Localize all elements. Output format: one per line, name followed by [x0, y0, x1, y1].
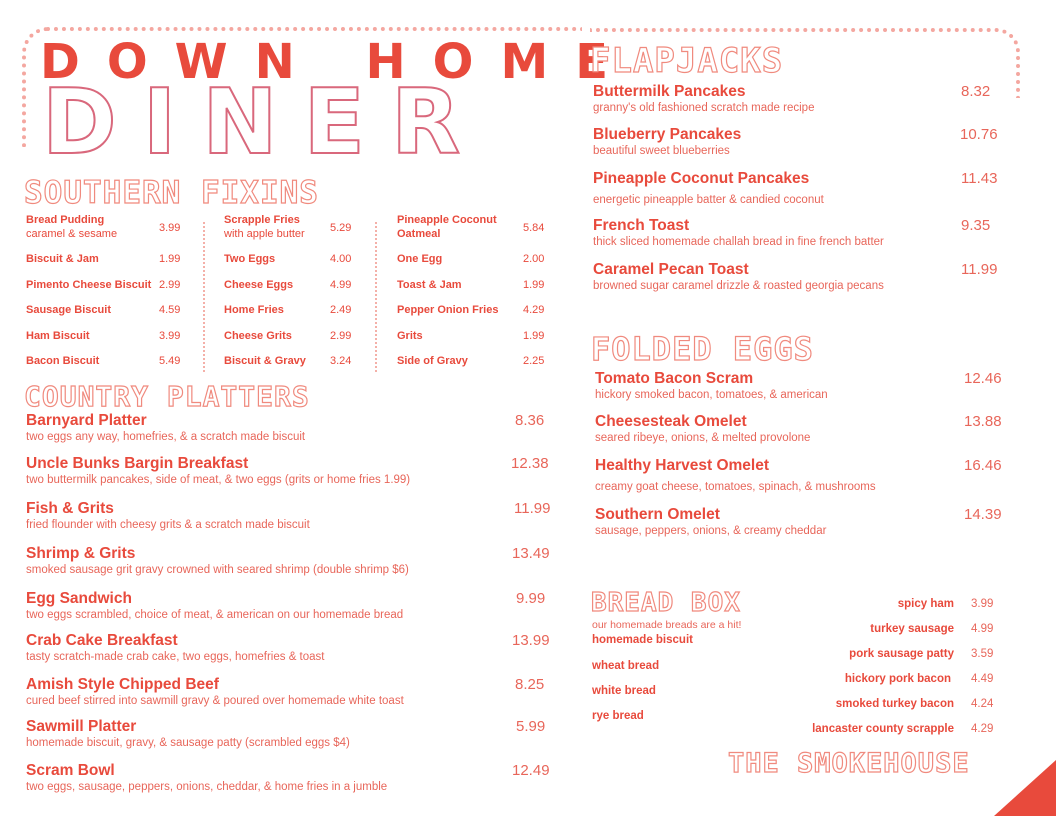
item-price: 2.25	[523, 355, 545, 367]
item-desc: granny's old fashioned scratch made recipe	[593, 102, 815, 114]
smokehouse-item-price: 4.99	[971, 623, 994, 635]
item-price: 3.99	[159, 329, 181, 342]
item-name: Bread Pudding	[26, 214, 105, 226]
menu-item	[595, 370, 828, 402]
item-name: Healthy Harvest Omelet	[595, 457, 770, 474]
smokehouse-item-name: smoked turkey bacon	[835, 698, 954, 710]
menu-item	[595, 457, 876, 494]
fixins-column-3	[397, 214, 565, 381]
item-price: 2.49	[330, 304, 352, 316]
item-price: 5.84	[523, 222, 545, 234]
item-sub: with apple butter	[224, 228, 305, 240]
item-name: Tomato Bacon Scram	[595, 370, 754, 387]
corner-triangle-decoration	[994, 760, 1056, 816]
item-name: Fish & Grits	[26, 500, 114, 517]
item-desc: two eggs scrambled, choice of meat, & american on our homemade bread	[26, 609, 404, 621]
item-name: Scram Bowl	[26, 762, 115, 779]
item-price: 11.43	[961, 170, 998, 187]
item-price: 5.99	[516, 718, 546, 735]
menu-item	[593, 217, 884, 249]
item-name: One Egg	[397, 253, 443, 265]
smokehouse-item-price: 3.99	[971, 598, 994, 610]
smokehouse-item-name: spicy ham	[897, 598, 954, 610]
item-name: Barnyard Platter	[26, 412, 147, 429]
item-name: Bacon Biscuit	[26, 355, 100, 367]
menu-item	[26, 632, 325, 664]
item-price: 12.49	[512, 762, 550, 779]
fixins-item	[224, 330, 392, 356]
menu-item	[26, 718, 350, 750]
item-price: 2.00	[523, 253, 545, 265]
item-name: Two Eggs	[224, 253, 276, 265]
item-desc: browned sugar caramel drizzle & roasted georgia pecans	[593, 280, 884, 292]
fixins-item	[224, 304, 392, 330]
menu-item	[593, 261, 884, 293]
item-name: Amish Style Chipped Beef	[26, 676, 219, 693]
item-name: Crab Cake Breakfast	[26, 632, 178, 649]
item-desc: two eggs any way, homefries, & a scratch made biscuit	[26, 431, 306, 443]
item-name: Pepper Onion Fries	[397, 304, 499, 316]
item-price: 3.99	[159, 222, 181, 234]
item-name: Cheese Grits	[224, 329, 292, 342]
smokehouse-item-price: 4.49	[971, 673, 994, 685]
item-name: Blueberry Pancakes	[593, 126, 742, 143]
menu-item	[593, 126, 741, 158]
item-price: 12.46	[964, 370, 1002, 387]
fixins-item	[26, 355, 194, 381]
section-heading-folded-eggs: FOLDED EGGS	[591, 330, 814, 368]
item-price: 11.99	[961, 261, 998, 278]
menu-item	[26, 412, 305, 444]
item-name: Grits	[397, 329, 423, 342]
fixins-column-2	[224, 214, 392, 381]
item-price: 13.88	[964, 413, 1002, 430]
smokehouse-item-name: turkey sausage	[870, 623, 954, 635]
item-name: Southern Omelet	[595, 506, 720, 523]
fixins-item	[224, 355, 392, 381]
menu-item	[595, 413, 810, 445]
item-name: Side of Gravy	[397, 355, 468, 367]
item-price: 12.38	[511, 455, 549, 472]
bread-item: white bread	[592, 685, 656, 697]
item-price: 8.25	[515, 676, 545, 693]
item-name: Shrimp & Grits	[26, 545, 136, 562]
item-name: Caramel Pecan Toast	[593, 261, 749, 278]
fixins-item	[397, 330, 565, 356]
menu-item	[593, 170, 824, 207]
item-name: Cheesesteak Omelet	[595, 413, 747, 430]
item-name: Pimento Cheese Biscuit	[26, 278, 152, 291]
item-price: 9.35	[961, 217, 991, 234]
menu-item	[593, 83, 814, 115]
item-price: 4.59	[159, 304, 181, 316]
item-desc: hickory smoked bacon, tomatoes, & american	[595, 389, 828, 401]
fixins-item	[26, 279, 194, 305]
item-price: 5.49	[159, 355, 181, 367]
item-price: 14.39	[964, 506, 1002, 523]
bread-item: homemade biscuit	[592, 634, 693, 646]
menu-item	[26, 676, 404, 708]
smokehouse-item-price: 4.24	[971, 698, 994, 710]
item-name: Pineapple Coconut	[397, 214, 497, 226]
item-desc: energetic pineapple batter & candied coconut	[593, 194, 824, 206]
fixins-item	[397, 214, 565, 253]
item-desc: tasty scratch-made crab cake, two eggs, homefries & toast	[26, 651, 325, 663]
item-name: Ham Biscuit	[26, 329, 90, 342]
item-name: Toast & Jam	[397, 278, 462, 291]
item-price: 2.99	[159, 278, 181, 291]
column-divider	[203, 222, 205, 372]
item-price: 1.99	[159, 253, 181, 265]
item-price: 2.99	[330, 329, 352, 342]
item-price: 4.00	[330, 253, 352, 265]
fixins-item	[397, 304, 565, 330]
item-sub: Oatmeal	[397, 228, 441, 240]
section-heading-southern-fixins: SOUTHERN FIXINS	[24, 175, 319, 211]
smokehouse-item-price: 4.29	[971, 723, 994, 735]
fixins-item	[224, 253, 392, 279]
menu-item	[26, 590, 403, 622]
fixins-item	[397, 253, 565, 279]
bread-item: rye bread	[592, 710, 644, 722]
restaurant-title-top: DOWN HOME	[40, 34, 636, 90]
item-price: 1.99	[523, 329, 545, 342]
menu-item	[26, 455, 410, 487]
item-price: 10.76	[960, 126, 998, 143]
item-name: Scrapple Fries	[224, 214, 300, 226]
fixins-item	[224, 214, 392, 253]
fixins-item	[26, 253, 194, 279]
fixins-item	[26, 330, 194, 356]
item-desc: seared ribeye, onions, & melted provolone	[595, 432, 811, 444]
item-desc: fried flounder with cheesy grits & a scratch made biscuit	[26, 519, 310, 531]
item-price: 9.99	[516, 590, 546, 607]
fixins-item	[397, 279, 565, 305]
bread-box-tagline: our homemade breads are a hit!	[592, 619, 742, 631]
section-heading-country-platters: COUNTRY PLATTERS	[24, 380, 310, 413]
item-name: Biscuit & Gravy	[224, 355, 306, 367]
fixins-column-1	[26, 214, 194, 381]
restaurant-title-big: DINER	[42, 70, 487, 175]
item-name: French Toast	[593, 217, 690, 234]
item-sub: caramel & sesame	[26, 228, 118, 240]
item-name: Pineapple Coconut Pancakes	[593, 170, 810, 187]
fixins-item	[26, 214, 194, 253]
item-price: 13.49	[512, 545, 550, 562]
item-price: 8.32	[961, 83, 991, 100]
item-name: Home Fries	[224, 304, 284, 316]
item-price: 5.29	[330, 222, 352, 234]
smokehouse-item-name: pork sausage patty	[849, 648, 954, 660]
smokehouse-item-name: lancaster county scrapple	[812, 723, 954, 735]
item-name: Cheese Eggs	[224, 278, 294, 291]
item-price: 11.99	[514, 500, 551, 517]
smokehouse-item-price: 3.59	[971, 648, 994, 660]
item-name: Biscuit & Jam	[26, 253, 99, 265]
bread-item: wheat bread	[592, 660, 660, 672]
item-name: Sawmill Platter	[26, 718, 137, 735]
item-price: 16.46	[964, 457, 1002, 474]
item-name: Egg Sandwich	[26, 590, 132, 607]
section-heading-bread-box: BREAD BOX	[591, 588, 741, 618]
item-name: Buttermilk Pancakes	[593, 83, 746, 100]
item-desc: creamy goat cheese, tomatoes, spinach, & mushrooms	[595, 481, 876, 493]
fixins-item	[397, 355, 565, 381]
column-divider	[375, 222, 377, 372]
item-price: 4.99	[330, 278, 352, 291]
item-desc: homemade biscuit, gravy, & sausage patty (scrambled eggs $4)	[26, 737, 350, 749]
menu-item	[26, 500, 310, 532]
item-desc: beautiful sweet blueberries	[593, 145, 730, 157]
item-price: 8.36	[515, 412, 545, 429]
item-price: 4.29	[523, 304, 545, 316]
section-heading-flapjacks: FLAPJACKS	[590, 41, 784, 81]
item-name: Uncle Bunks Bargin Breakfast	[26, 455, 249, 472]
item-name: Sausage Biscuit	[26, 304, 111, 316]
menu-item	[26, 545, 409, 577]
fixins-item	[224, 279, 392, 305]
smokehouse-item-name: hickory pork bacon	[844, 673, 951, 685]
item-price: 3.24	[330, 355, 352, 367]
section-heading-smokehouse: THE SMOKEHOUSE	[728, 748, 970, 779]
item-desc: smoked sausage grit gravy crowned with seared shrimp (double shrimp $6)	[26, 564, 409, 576]
item-desc: two buttermilk pancakes, side of meat, & two eggs (grits or home fries 1.99)	[26, 474, 411, 486]
fixins-item	[26, 304, 194, 330]
item-price: 1.99	[523, 278, 545, 291]
item-desc: two eggs, sausage, peppers, onions, cheddar, & home fries in a jumble	[26, 781, 388, 793]
item-desc: thick sliced homemade challah bread in fine french batter	[593, 236, 884, 248]
item-desc: sausage, peppers, onions, & creamy cheddar	[595, 525, 827, 537]
item-desc: cured beef stirred into sawmill gravy & poured over homemade white toast	[26, 695, 404, 707]
item-price: 13.99	[512, 632, 550, 649]
menu-item	[26, 762, 387, 794]
menu-item	[595, 506, 826, 538]
